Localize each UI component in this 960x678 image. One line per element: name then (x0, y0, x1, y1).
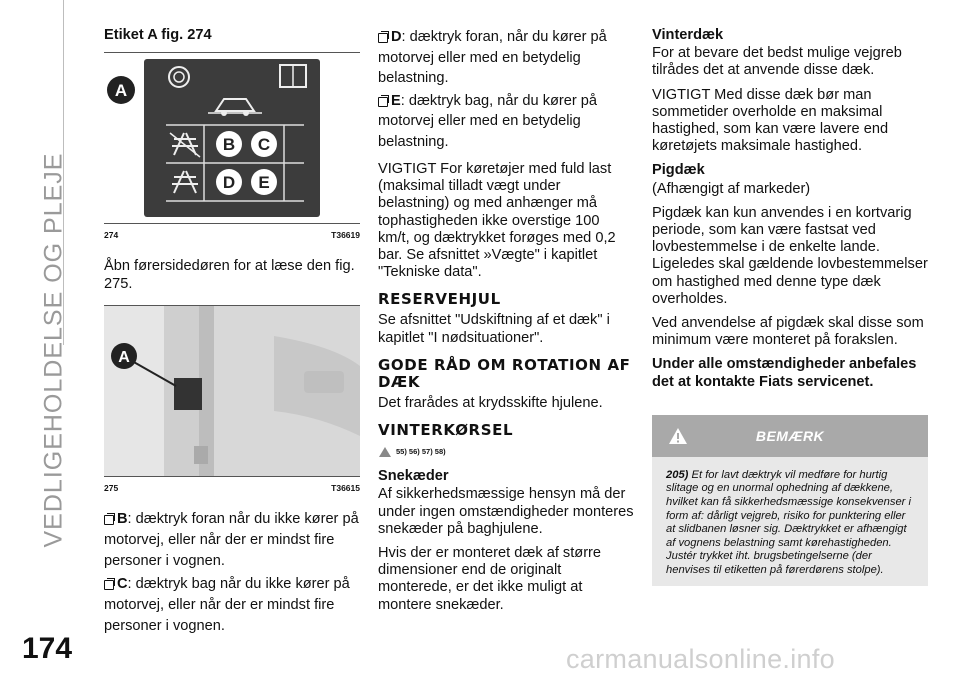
door-pillar-photo (104, 306, 360, 476)
paragraph: Pigdæk kan kun anvendes i en kortvarig periode, som kan være fastsat ved lovbestemmelse i de enkelte lande. Ligeledes skal gældende lovbestemmelser om hastighed med denne type dæk overholdes. (652, 204, 928, 307)
item-text: : dæktryk bag når du ikke kører på motorvej, eller når der er mindst fire personer i vognen. (104, 576, 350, 635)
figure-label-a: A (114, 81, 128, 101)
item-text: : dæktryk foran, når du kører på motorvej eller med en betydelig belastning. (378, 29, 607, 86)
paragraph: Åbn førersidedøren for at læse den fig. 275. (104, 258, 355, 292)
bullet-icon (104, 513, 115, 524)
warning-body (652, 457, 928, 586)
section-heading-reserve: RESERVEHJUL (378, 290, 501, 309)
paragraph: VIGTIGT Med disse dæk bør man sommetider overholde en maksimal hastighed, som kan være lavere end køretøjets maksimale hastighed. (652, 86, 889, 155)
warning-number: 205) (666, 468, 689, 481)
figure-label-a: A (118, 348, 130, 366)
subheading-vinterdaek: Vinterdæk (652, 27, 724, 43)
item-letter: E (391, 92, 401, 109)
paragraph: Ved anvendelse af pigdæk skal disse som minimum være monteret på forakslen. (652, 315, 924, 349)
warning-icon (378, 446, 392, 458)
paragraph-vigtigt: VIGTIGT For køretøjer med fuld last (maksimal tilladt vægt under belastning) og med anhænger må tophastigheden ikke overstige 100 km/t, og dæktrykket forøges med 0,2 bar. Se afsnittet »Vægte" i kapitlet "Tekniske data". (378, 161, 616, 281)
subheading-pigdaek: Pigdæk (652, 162, 705, 179)
paragraph: For at bevare det bedst mulige vejgreb tilrådes det at anvende disse dæk. (652, 45, 902, 79)
item-letter: C (117, 576, 128, 593)
bullet-icon (104, 578, 115, 589)
paragraph: Af sikkerhedsmæssige hensyn må der under ingen omstændigheder monteres snekæder på baghjulene. (378, 486, 634, 537)
figure-bottom-rule (104, 223, 360, 224)
warning-text: Et for lavt dæktryk vil medføre for hurtig slitage og en unormal ophedning af dækkene, hvilket kan få sikkerhedsmæssige konsekvenser i form af: dårligt vejgreb, risiko for punktering eller at slidbanen løsner sig. Dæktrykket er afhængigt af vognens belastning samt kørehastigheden. Justér trykket iht. brugsbetingelserne (der henvises til etiketten på førerdørens stolpe). (666, 468, 911, 577)
bullet-item-d (378, 27, 634, 89)
label-heading: Etiket A fig. 274 (104, 27, 212, 43)
warning-triangle-icon (668, 427, 688, 445)
figure-code: T36619 (331, 230, 360, 241)
item-letter: D (391, 29, 402, 45)
page-number: 174 (22, 632, 73, 665)
item-text: : dæktryk foran når du ikke kører på motorvej, eller når der er mindst fire personer i vognen. (104, 511, 359, 570)
label-b: B (222, 135, 236, 155)
paragraph: (Afhængigt af markeder) (652, 180, 811, 197)
subheading-snekaeder: Snekæder (378, 468, 449, 485)
bullet-item-c (104, 574, 360, 637)
paragraph: Hvis der er monteret dæk af større dimensioner end de originalt monterede, er det ikke muligt at montere snekæder. (378, 545, 602, 613)
warning-title: BEMÆRK (755, 427, 825, 444)
warning-header (652, 415, 928, 457)
item-text: : dæktryk bag, når du kører på motorvej eller med en betydelig belastning. (378, 92, 598, 150)
label-c: C (257, 135, 271, 155)
label-d: D (222, 173, 236, 193)
figure-275-caption (104, 480, 360, 497)
section-heading-winter: VINTERKØRSEL (378, 421, 514, 440)
label-e: E (258, 173, 270, 193)
column-1 (104, 27, 360, 644)
bullet-item-e (378, 91, 634, 153)
reference-row (378, 443, 634, 460)
figure-number: 275 (104, 482, 119, 493)
item-letter: B (117, 511, 128, 528)
figure-275 (104, 306, 360, 476)
paragraph: Se afsnittet "Udskiftning af et dæk" i kapitlet "I nødsituationer". (378, 312, 610, 346)
column-2 (378, 27, 634, 621)
watermark: carmanualsonline.info (566, 644, 835, 674)
bullet-icon (378, 31, 389, 42)
bold-note: Under alle omstændigheder anbefales det at kontakte Fiats servicenet. (652, 356, 917, 390)
paragraph: Det frarådes at krydsskifte hjulene. (378, 394, 603, 411)
section-heading-rotation: GODE RÅD OM ROTATION AF DÆK (378, 355, 631, 391)
label-position-marker (174, 378, 202, 410)
tyre-label-diagram (104, 53, 360, 223)
section-title-vertical: VEDLIGEHOLDELSE OG PLEJE (39, 152, 68, 548)
bullet-icon (378, 95, 389, 106)
reference-numbers: 55) 56) 57) 58) (396, 447, 446, 457)
warning-box (652, 415, 928, 586)
figure-274-caption (104, 227, 360, 244)
figure-274 (104, 53, 360, 223)
figure-code: T36615 (331, 482, 360, 493)
column-3 (652, 27, 928, 586)
bullet-item-b (104, 509, 360, 572)
figure-number: 274 (104, 230, 119, 241)
